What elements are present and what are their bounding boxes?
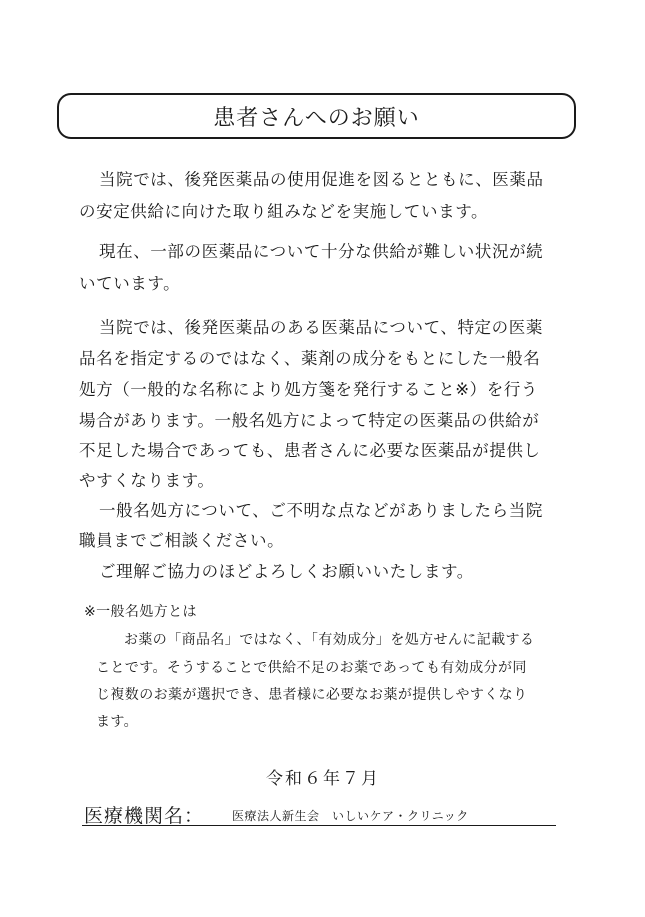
note-line: お薬の「商品名」ではなく、「有効成分」を処方せんに記載する [124,632,535,648]
body-line: いています。 [79,274,181,293]
body-line: 当院では、後発医薬品のある医薬品について、特定の医薬 [99,318,543,337]
issue-date: 令和６年７月 [266,769,380,789]
body-line: 処方（一般的な名称により処方箋を発行すること※）を行う [79,380,539,399]
page-title: 患者さんへのお願い [213,105,420,131]
institution-underline [82,825,556,826]
body-line: 現在、一部の医薬品について十分な供給が難しい状況が続 [99,242,544,261]
body-line: ご理解ご協力のほどよろしくお願いいたします。 [99,562,474,581]
body-line: 当院では、後発医薬品の使用促進を図るとともに、医薬品 [99,170,544,189]
body-line: やすくなります。 [79,471,215,490]
institution-label: 医療機関名： [84,805,205,827]
note-line: ます。 [96,714,139,730]
body-line: 職員までご相談ください。 [79,531,285,550]
body-line: 品名を指定するのではなく、薬剤の成分をもとにした一般名 [79,349,541,368]
title-box [57,93,576,139]
body-line: の安定供給に向けた取り組みなどを実施しています。 [79,202,489,221]
institution-name: 医療法人新生会 いしいケア・クリニック [232,809,469,823]
note-heading: ※一般名処方とは [84,604,197,620]
note-line: じ複数のお薬が選択でき、患者様に必要なお薬が提供しやすくなり [96,687,528,703]
body-line: 場合があります。一般名処方によって特定の医薬品の供給が [79,411,540,430]
body-line: 一般名処方について、ご不明な点などがありましたら当院 [99,501,543,520]
body-line: 不足した場合であっても、患者さんに必要な医薬品が提供し [79,441,541,460]
note-line: ことです。そうすることで供給不足のお薬であっても有効成分が同 [96,660,527,676]
